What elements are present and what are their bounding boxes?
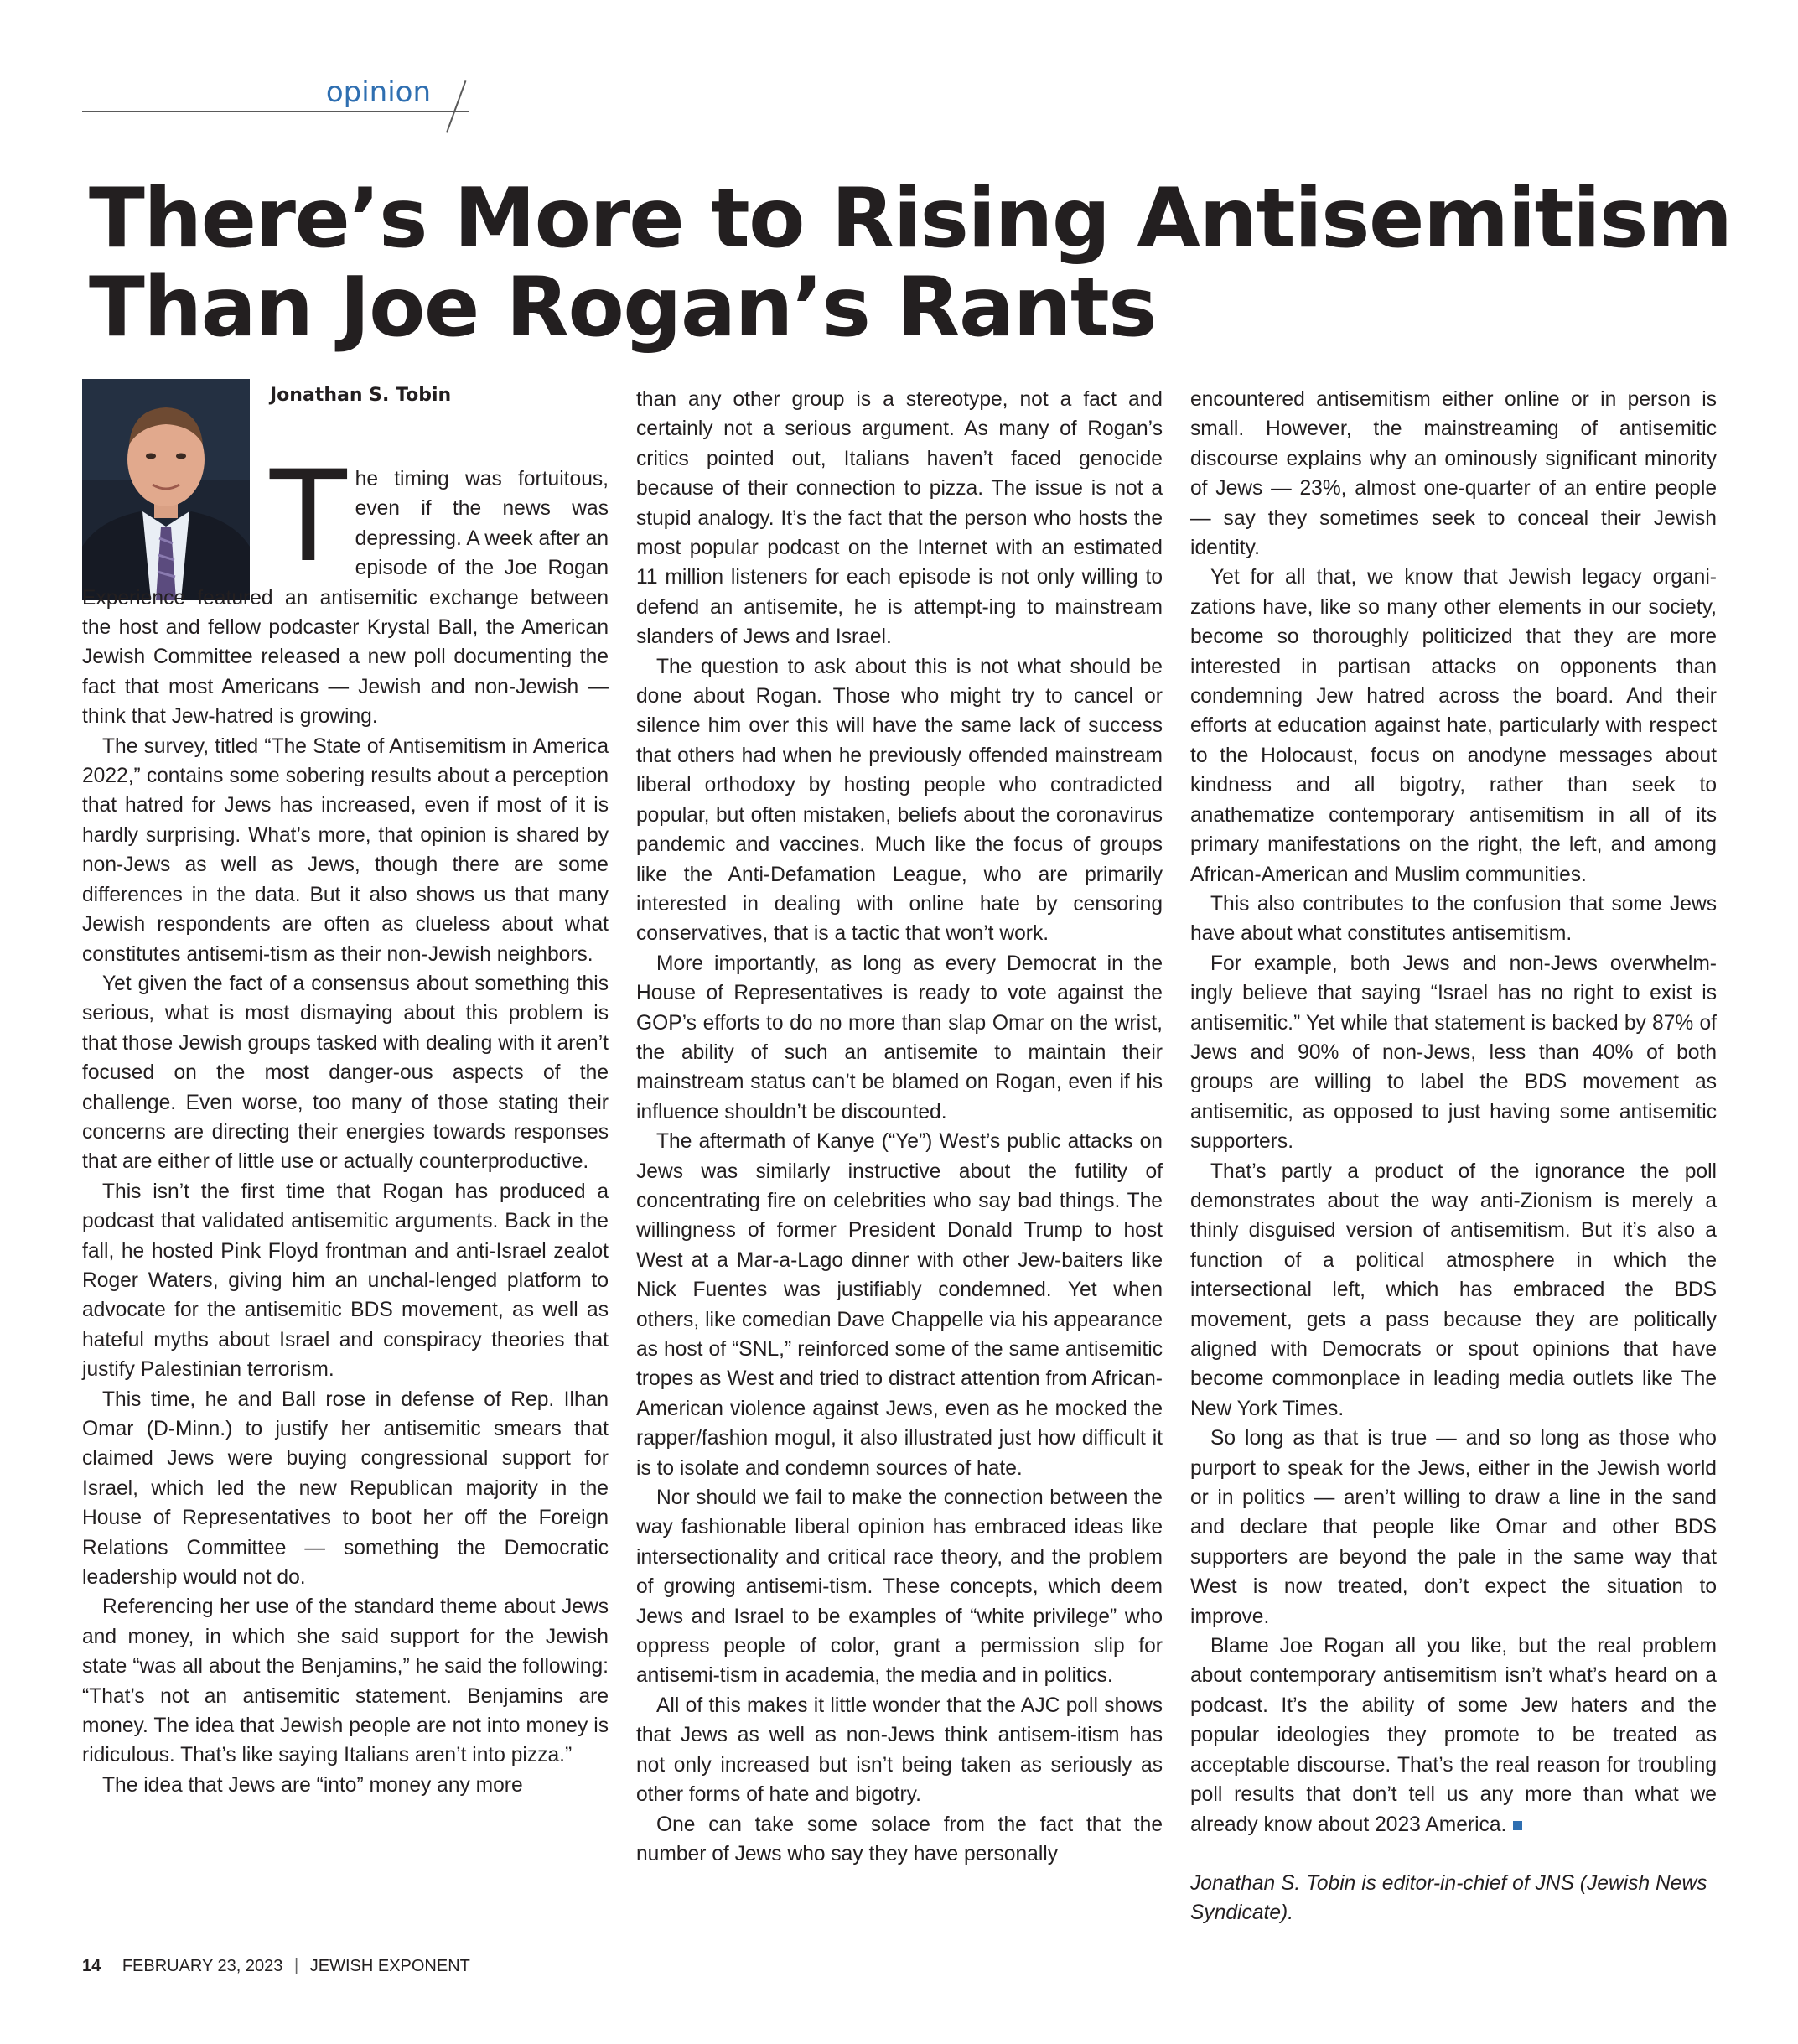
article-paragraph: than any other group is a stereotype, not a fact and certainly not a serious argument. As many of Rogan’s critics pointed out, Italians haven’t faced genocide because of their connection to pizza. The issue is not a stupid analogy. It’s the fact that the person who hosts the most popular podcast on the Internet with an estimated 11 million listeners for each episode is not only willing to defend an antisemite, he is attempt-ing to mainstream slanders of Jews and Israel. xyxy=(636,388,1163,649)
article-paragraph: So long as that is true — and so long as those who purport to speak for the Jews, either in the Jewish world or in politics — aren’t willing to draw a line in the sand and declare that people like Omar and other BDS supporters are beyond the pale in the same way that West is now treated, don’t expect the situation to improve. xyxy=(1190,1427,1717,1628)
article-paragraph: This also contributes to the confusion that some Jews have about what constitutes antisemitism. xyxy=(1190,892,1717,946)
article-paragraph: All of this makes it little wonder that the AJC poll shows that Jews as well as non-Jews think antisem-itism has not only increased but isn’t being taken as seriously as other forms of hate and bigotry. xyxy=(636,1694,1163,1807)
footer-separator: | xyxy=(293,1957,299,1975)
page-footer xyxy=(82,1957,470,1976)
end-mark-icon xyxy=(1513,1821,1522,1830)
article-paragraph: The timing was fortuitous, even if the news was depressing. A week after an episode of the Joe Rogan Experience featured an antisemitic exchange between the host and fellow podcaster Krystal Ball, the American Jewish Committee released a new poll documenting the fact that most Americans — Jewish and non-Jewish — think that Jew-hatred is growing. xyxy=(82,444,609,729)
article-paragraph: Referencing her use of the standard theme about Jews and money, in which she said support for the Jewish state “was all about the Benjamins,” he said the following: “That’s not an antisemitic statement. Benjamins are money. The idea that Jewish people are not into money is ridiculous. That’s like saying Italians aren’t into pizza.” xyxy=(82,1595,609,1767)
article-paragraph: encountered antisemitism either online or in person is small. However, the mainstreaming of antisemitic discourse explains why an ominously significant minority of Jews — 23%, almost one-quarter of an entire people — say they sometimes seek to conceal their Jewish identity. xyxy=(1190,388,1717,560)
article-paragraph: This isn’t the first time that Rogan has produced a podcast that validated antisemitic arguments. Back in the fall, he hosted Pink Floyd frontman and anti-Israel zealot Roger Waters, giving him an unchal-lenged platform to advocate for the antisemitic BDS movement, as well as hateful myths about Israel and conspiracy theories that justify Palestinian terrorism. xyxy=(82,1180,609,1382)
article-paragraph: The aftermath of Kanye (“Ye”) West’s public attacks on Jews was similarly instructive about the futility of concentrating fire on celebrities who say bad things. The willingness of former President Donald Trump to host West at a Mar-a-Lago dinner with other Jew-baiters like Nick Fuentes was justifiably condemned. Yet when others, like comedian Dave Chappelle via his appearance as host of “SNL,” reinforced some of the same antisemitic tropes as West and tried to distract attention from African-American violence against Jews, even as he mocked the rapper/fashion mogul, it also illustrated just how difficult it is to isolate and condemn sources of hate. xyxy=(636,1130,1163,1480)
section-slash xyxy=(446,80,466,133)
photo-wrap-spacer xyxy=(82,305,270,532)
article-paragraph: Nor should we fail to make the connection between the way fashionable liberal opinion has embraced ideas like intersectionality and critical race theory, and the problem of growing antisemi-tism. These concepts, which deem Jews and Israel to be examples of “white privilege” who oppress people of color, grant a permission slip for antisemi-tism in academia, the media and in politics. xyxy=(636,1486,1163,1688)
article-paragraph: That’s partly a product of the ignorance the poll demonstrates about the way anti-Zionism is merely a thinly disguised version of antisemitism. But it’s also a function of a political atmosphere in which the intersectional left, which has embraced the BDS movement, gets a pass because they are politically aligned with Democrats or spout opinions that have become commonplace in leading media outlets like The New York Times. xyxy=(1190,1159,1717,1420)
article-column-3 xyxy=(1190,385,1717,1928)
article-paragraph: More importantly, as long as every Democrat in the House of Representatives is ready to vote against the GOP’s efforts to do no more than slap Omar on the wrist, the ability of such an antisemite to maintain their mainstream status can’t be blamed on Rogan, even if his influence shouldn’t be discounted. xyxy=(636,952,1163,1123)
publication-name: JEWISH EXPONENT xyxy=(309,1957,470,1975)
section-label: opinion xyxy=(325,75,431,109)
section-rule xyxy=(82,111,469,112)
article-paragraph: The question to ask about this is not what should be done about Rogan. Those who might try to cancel or silence him over this will have the same lack of success that others had when he previously offended mainstream liberal orthodoxy by hosting people who contradicted popular, but often mistaken, beliefs about the coronavirus pandemic and vaccines. Much like the focus of groups like the Anti-Defamation League, who are primarily interested in dealing with online hate by censoring conservatives, that is a tactic that won’t work. xyxy=(636,655,1163,946)
author-bio: Jonathan S. Tobin is editor-in-chief of JNS (Jewish News Syndicate). xyxy=(1190,1871,1707,1925)
byline: Jonathan S. Tobin xyxy=(270,385,452,406)
article-paragraph: Yet given the fact of a consensus about something this serious, what is most dismaying about this problem is that those Jewish groups tasked with dealing with it aren’t focused on the most danger-ous aspects of the challenge. Even worse, too many of those stating their concerns are directing their energies towards responses that are either of little use or actually counterproductive. xyxy=(82,972,609,1174)
article-paragraph: The idea that Jews are “into” money any more xyxy=(102,1773,523,1797)
article-paragraph: One can take some solace from the fact that the number of Jews who say they have personally xyxy=(636,1813,1163,1865)
article-paragraph: Blame Joe Rogan all you like, but the real problem about contemporary antisemitism isn’t what’s heard on a podcast. It’s the ability of some Jew haters and the popular ideologies they promote to be treated as acceptable discourse. That’s the real reason for troubling poll results that don’t tell us any more than what we already know about 2023 America. xyxy=(1190,1635,1717,1836)
drop-cap: T xyxy=(270,444,347,590)
headline: There’s More to Rising Antisemitism Than Joe Rogan’s Rants xyxy=(89,171,1732,355)
article-paragraph: This time, he and Ball rose in defense of Rep. Ilhan Omar (D-Minn.) to justify her antisemitic smears that claimed Jews were buying congressional support for Israel, which led the new Republican majority in the House of Representatives to boot her off the Foreign Relations Committee — something the Democratic leadership would not do. xyxy=(82,1388,609,1590)
issue-date: FEBRUARY 23, 2023 xyxy=(122,1957,283,1975)
article-column-1 xyxy=(82,385,609,1800)
article-paragraph: Yet for all that, we know that Jewish legacy organi-zations have, like so many other elements in our society, become so thoroughly politicized that they are more interested in partisan attacks on opponents than condemning Jew hatred across the board. And their efforts at education against hate, particularly with respect to the Holocaust, focus on anodyne messages about kindness and all bigotry, rather than seek to anathematize contemporary antisemitism in all of its primary manifestations on the right, the left, and among African-American and Muslim communities. xyxy=(1190,566,1717,886)
page-number: 14 xyxy=(82,1957,101,1975)
article-column-2 xyxy=(636,385,1163,1869)
article-paragraph: For example, both Jews and non-Jews overwhelm-ingly believe that saying “Israel has no right to exist is antisemitic.” Yet while that statement is backed by 87% of Jews and 90% of non-Jews, less than 40% of both groups are willing to label the BDS movement as antisemitic, as opposed to just having some antisemitic supporters. xyxy=(1190,952,1717,1154)
section-tag xyxy=(82,72,469,112)
article-paragraph: The survey, titled “The State of Antisemitism in America 2022,” contains some sobering results about a perception that hatred for Jews has increased, even if most of it is hardly surprising. What’s more, that opinion is shared by non-Jews as well as Jews, though there are some differences in the data. But it also shows us that many Jewish respondents are often as clueless about what constitutes antisemi-tism as their non-Jewish neighbors. xyxy=(82,734,609,966)
